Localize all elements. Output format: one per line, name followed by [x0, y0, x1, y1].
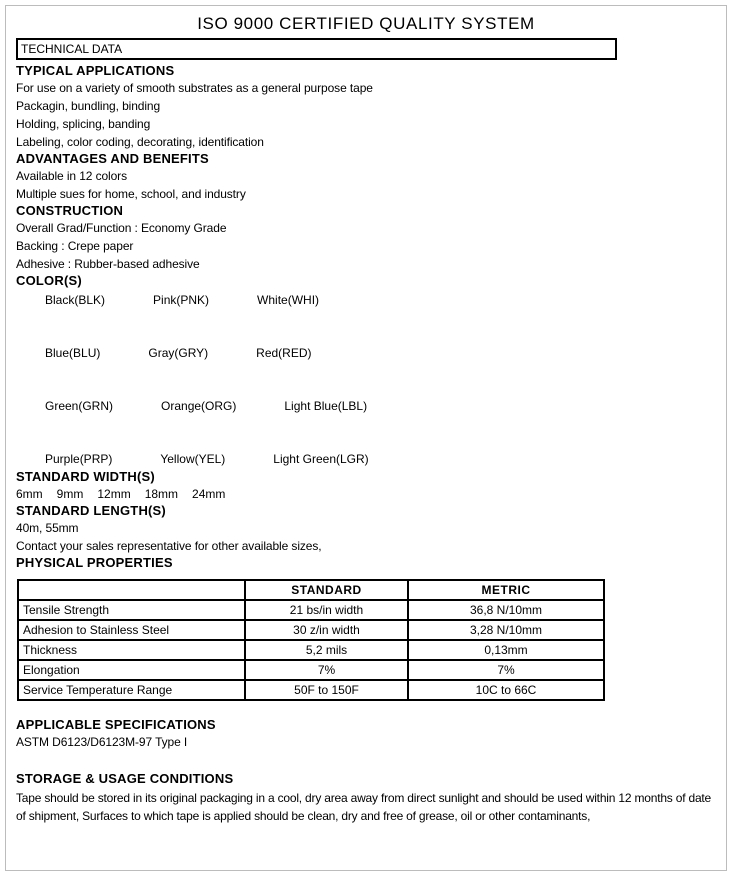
column-header-metric: METRIC — [408, 580, 604, 600]
column-header-blank — [18, 580, 245, 600]
standard-value: 30 z/in width — [245, 620, 408, 640]
text-line: Multiple sues for home, school, and industry — [16, 187, 246, 201]
table-row — [18, 680, 604, 700]
text-line: Overall Grad/Function : Economy Grade — [16, 221, 227, 235]
datasheet-page — [5, 5, 727, 871]
metric-value: 7% — [408, 660, 604, 680]
property-name: Elongation — [18, 660, 245, 680]
color-label: Light Green(LGR) — [273, 452, 369, 466]
color-label: Orange(ORG) — [161, 399, 237, 413]
section-heading-physical-properties: PHYSICAL PROPERTIES — [16, 555, 173, 570]
color-label: Green(GRN) — [45, 399, 114, 413]
technical-data-label: TECHNICAL DATA — [21, 42, 123, 56]
text-line: Available in 12 colors — [16, 169, 127, 183]
astm-spec-line: ASTM D6123/D6123M-97 Type I — [16, 735, 188, 749]
metric-value: 0,13mm — [408, 640, 604, 660]
standard-value: 21 bs/in width — [245, 600, 408, 620]
property-name: Adhesion to Stainless Steel — [18, 620, 245, 640]
section-heading-typical-applications: TYPICAL APPLICATIONS — [16, 63, 175, 78]
text-line: Labeling, color coding, decorating, identification — [16, 135, 264, 149]
color-row — [45, 452, 716, 467]
section-heading-standard-widths: STANDARD WIDTH(S) — [16, 469, 155, 484]
section-heading-applicable-specifications: APPLICABLE SPECIFICATIONS — [16, 717, 216, 732]
colors-grid — [45, 293, 716, 467]
width-value: 18mm — [144, 487, 179, 501]
color-row — [45, 346, 716, 361]
storage-conditions-paragraph: Tape should be stored in its original packaging in a cool, dry area away from direct sunlight and should be used within 12 months of date of shipment, Surfaces to which tape is applied should be clean, dry and free of grease, oil or other contaminants, — [16, 791, 712, 823]
color-label: Light Blue(LBL) — [284, 399, 368, 413]
table-header-row — [18, 580, 604, 600]
color-label: Black(BLK) — [45, 293, 106, 307]
color-label: Purple(PRP) — [45, 452, 113, 466]
section-heading-storage-usage: STORAGE & USAGE CONDITIONS — [16, 771, 234, 786]
property-name: Service Temperature Range — [18, 680, 245, 700]
metric-value: 36,8 N/10mm — [408, 600, 604, 620]
width-value: 6mm — [16, 487, 43, 501]
text-line: For use on a variety of smooth substrates as a general purpose tape — [16, 81, 373, 95]
text-line: Packagin, bundling, binding — [16, 99, 161, 113]
width-value: 24mm — [192, 487, 226, 501]
table-row — [18, 600, 604, 620]
section-heading-advantages: ADVANTAGES AND BENEFITS — [16, 151, 209, 166]
text-line: Adhesive : Rubber-based adhesive — [16, 257, 200, 271]
table-row — [18, 640, 604, 660]
metric-value: 3,28 N/10mm — [408, 620, 604, 640]
standard-value: 5,2 mils — [245, 640, 408, 660]
width-value: 9mm — [56, 487, 84, 501]
color-label: Blue(BLU) — [45, 346, 101, 360]
section-heading-standard-lengths: STANDARD LENGTH(S) — [16, 503, 166, 518]
physical-properties-table — [17, 579, 605, 701]
color-label: Yellow(YEL) — [160, 452, 226, 466]
standard-value: 50F to 150F — [245, 680, 408, 700]
length-value: 40m, 55mm — [16, 521, 79, 535]
color-label: Pink(PNK) — [153, 293, 210, 307]
property-name: Tensile Strength — [18, 600, 245, 620]
table-row — [18, 620, 604, 640]
column-header-standard: STANDARD — [245, 580, 408, 600]
text-line: Holding, splicing, banding — [16, 117, 151, 131]
width-value: 12mm — [97, 487, 131, 501]
sales-note: Contact your sales representative for other available sizes, — [16, 539, 322, 553]
width-values-list — [16, 485, 716, 503]
metric-value: 10C to 66C — [408, 680, 604, 700]
property-name: Thickness — [18, 640, 245, 660]
section-heading-colors: COLOR(S) — [16, 273, 82, 288]
color-label: Gray(GRY) — [148, 346, 209, 360]
text-line: Backing : Crepe paper — [16, 239, 134, 253]
color-row — [45, 293, 716, 308]
technical-data-box — [16, 38, 617, 60]
color-label: Red(RED) — [256, 346, 312, 360]
color-row — [45, 399, 716, 414]
table-row — [18, 660, 604, 680]
page-title: ISO 9000 CERTIFIED QUALITY SYSTEM — [197, 14, 535, 33]
standard-value: 7% — [245, 660, 408, 680]
section-heading-construction: CONSTRUCTION — [16, 203, 124, 218]
color-label: White(WHI) — [257, 293, 320, 307]
